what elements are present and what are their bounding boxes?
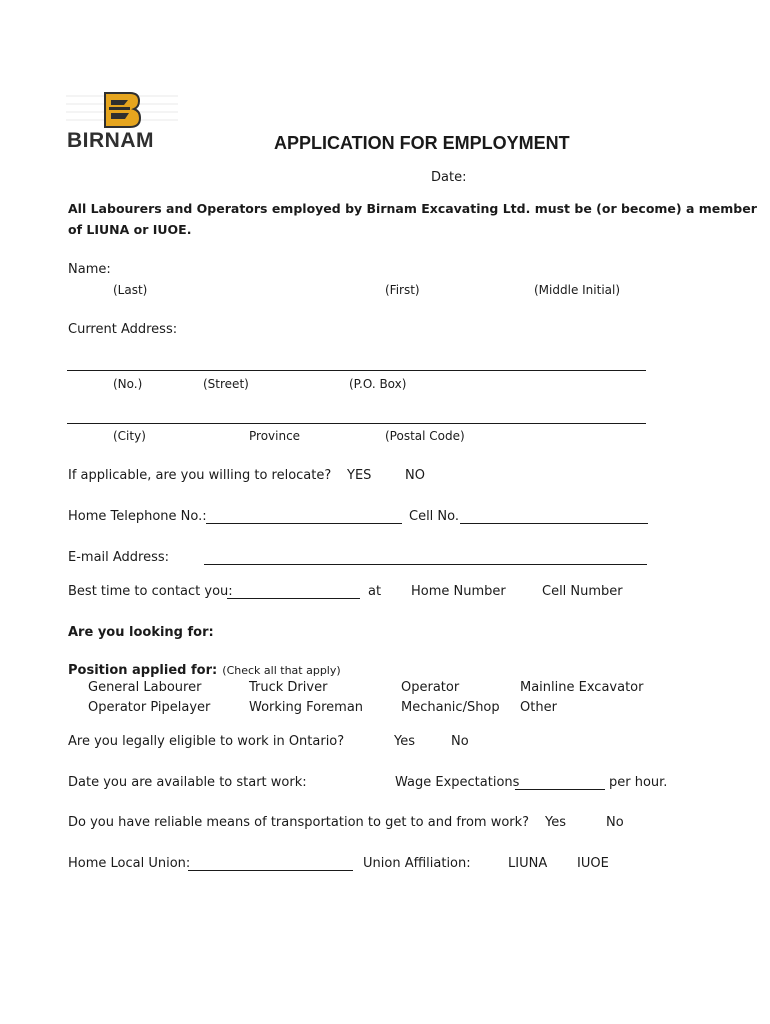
email-field[interactable]	[204, 564, 647, 565]
wage-suffix: per hour.	[609, 775, 668, 790]
contact-at-label: at	[368, 584, 382, 599]
start-date-label: Date you are available to start work:	[68, 775, 307, 790]
address-line-2[interactable]	[67, 423, 646, 424]
name-label: Name:	[68, 262, 111, 277]
address-line-1[interactable]	[67, 370, 646, 371]
position-option-operator-pipelayer[interactable]: Operator Pipelayer	[88, 700, 211, 715]
relocate-yes-option[interactable]: YES	[347, 468, 372, 483]
email-label: E-mail Address:	[68, 550, 170, 565]
transport-question: Do you have reliable means of transportation to get to and from work?	[68, 815, 530, 830]
relocate-no-option[interactable]: NO	[405, 468, 425, 483]
logo-wordmark: BIRNAM	[67, 129, 154, 152]
home-local-union-field[interactable]	[188, 870, 353, 871]
contact-cell-option[interactable]: Cell Number	[542, 584, 623, 599]
looking-for-heading: Are you looking for:	[68, 625, 214, 640]
transport-yes-option[interactable]: Yes	[545, 815, 566, 830]
membership-notice-line1: All Labourers and Operators employed by Birnam Excavating Ltd. must be (or become) a member	[68, 201, 757, 216]
membership-notice-line2: of LIUNA or IUOE.	[68, 222, 192, 237]
eligibility-question: Are you legally eligible to work in Ontario?	[68, 734, 345, 749]
position-option-general-labourer[interactable]: General Labourer	[88, 680, 202, 695]
wage-label: Wage Expectations	[395, 775, 520, 790]
position-option-other[interactable]: Other	[520, 700, 557, 715]
eligibility-no-option[interactable]: No	[451, 734, 469, 749]
union-liuna-option[interactable]: LIUNA	[508, 856, 548, 871]
eligibility-yes-option[interactable]: Yes	[394, 734, 415, 749]
logo-mark-icon	[66, 90, 178, 130]
home-local-union-label: Home Local Union:	[68, 856, 191, 871]
position-label: Position applied for:	[68, 663, 218, 678]
contact-time-field[interactable]	[227, 598, 360, 599]
address-pobox-caption: (P.O. Box)	[349, 377, 407, 391]
position-hint: (Check all that apply)	[222, 664, 341, 677]
name-first-caption: (First)	[385, 283, 420, 297]
union-iuoe-option[interactable]: IUOE	[577, 856, 609, 871]
contact-time-label: Best time to contact you:	[68, 584, 233, 599]
position-heading	[68, 659, 341, 678]
address-no-caption: (No.)	[113, 377, 143, 391]
address-postal-caption: (Postal Code)	[385, 429, 465, 443]
address-label: Current Address:	[68, 322, 178, 337]
address-city-caption: (City)	[113, 429, 146, 443]
position-option-mechanic-shop[interactable]: Mechanic/Shop	[401, 700, 500, 715]
position-option-operator[interactable]: Operator	[401, 680, 460, 695]
cell-phone-label: Cell No.	[409, 509, 460, 524]
transport-no-option[interactable]: No	[606, 815, 624, 830]
name-last-caption: (Last)	[113, 283, 148, 297]
relocate-question: If applicable, are you willing to relocate?	[68, 468, 332, 483]
position-option-mainline-excavator[interactable]: Mainline Excavator	[520, 680, 644, 695]
position-option-truck-driver[interactable]: Truck Driver	[249, 680, 328, 695]
address-street-caption: (Street)	[203, 377, 249, 391]
contact-home-option[interactable]: Home Number	[411, 584, 506, 599]
home-phone-label: Home Telephone No.:	[68, 509, 207, 524]
home-phone-field[interactable]	[206, 523, 402, 524]
union-affiliation-label: Union Affiliation:	[363, 856, 471, 871]
wage-field[interactable]	[515, 789, 605, 790]
address-province-caption: Province	[249, 429, 301, 443]
company-logo	[66, 90, 178, 154]
position-option-working-foreman[interactable]: Working Foreman	[249, 700, 364, 715]
name-middle-caption: (Middle Initial)	[534, 283, 621, 297]
page-title: APPLICATION FOR EMPLOYMENT	[274, 133, 570, 153]
cell-phone-field[interactable]	[460, 523, 648, 524]
date-label: Date:	[431, 170, 467, 185]
